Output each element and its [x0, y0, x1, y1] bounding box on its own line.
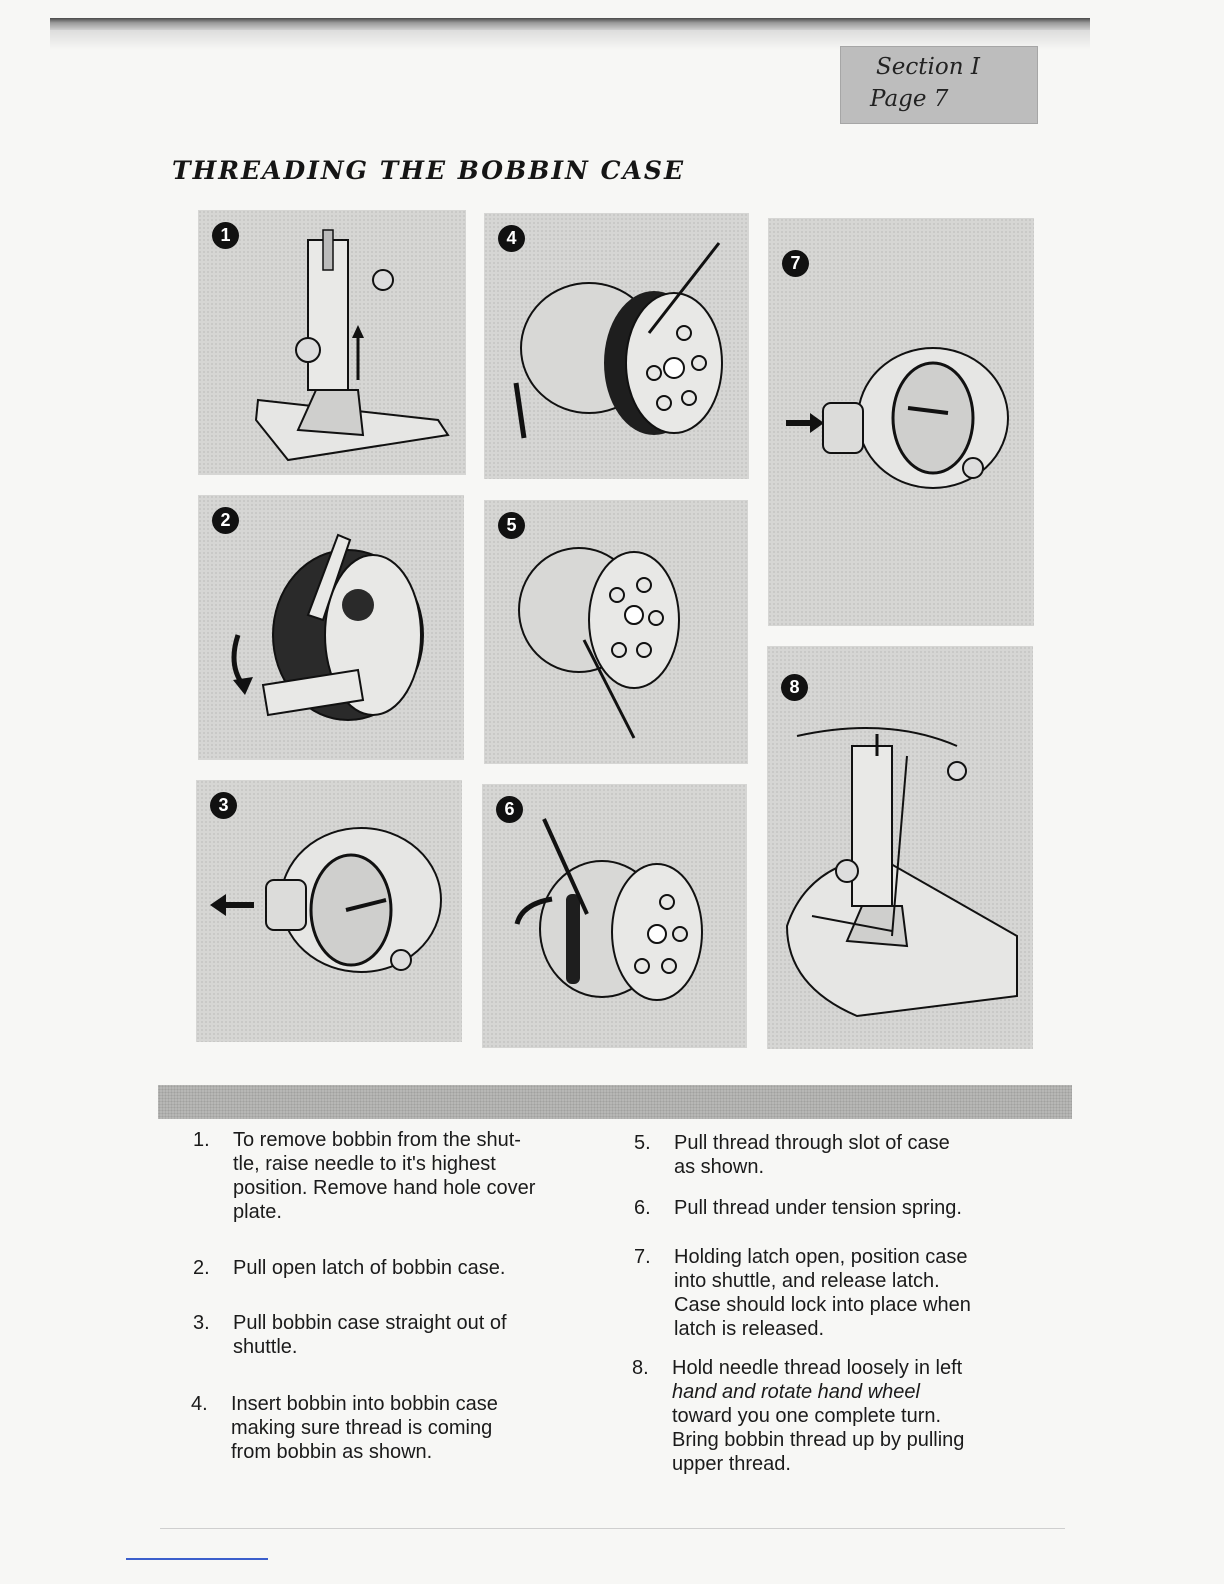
bobbin-case-latch-icon [198, 495, 464, 760]
step-6-line-1: Pull thread under tension spring. [674, 1197, 962, 1219]
insert-bobbin-icon [484, 213, 749, 479]
step-1-line-1: To remove bobbin from the shut- [233, 1129, 521, 1151]
figure-6-panel [482, 784, 747, 1048]
step-3-line-2: shuttle. [233, 1336, 298, 1358]
page-title: THREADING THE BOBBIN CASE [172, 156, 686, 185]
step-1-line-4: plate. [233, 1201, 282, 1223]
tension-spring-icon [482, 784, 747, 1048]
section-label: Section I [876, 54, 980, 80]
figure-4-number: 4 [498, 225, 525, 252]
figure-2-panel [198, 495, 464, 760]
step-7-line-1: Holding latch open, position case [674, 1246, 968, 1268]
step-6-number: 6. [634, 1197, 651, 1219]
blue-underline [126, 1558, 268, 1560]
step-5-line-2: as shown. [674, 1156, 765, 1178]
figure-7-number: 7 [782, 250, 809, 277]
page-label: Page 7 [870, 86, 949, 112]
step-4-line-3: from bobbin as shown. [231, 1441, 433, 1463]
step-2-line-1: Pull open latch of bobbin case. [233, 1257, 506, 1279]
figure-1-panel [198, 210, 466, 475]
figure-1-number: 1 [212, 222, 239, 249]
figure-2-number: 2 [212, 507, 239, 534]
figure-4-panel [484, 213, 749, 479]
step-1-line-3: position. Remove hand hole cover [233, 1177, 536, 1199]
needle-thread-icon [767, 646, 1033, 1049]
step-7-line-4: latch is released. [674, 1318, 825, 1340]
step-5-line-1: Pull thread through slot of case [674, 1132, 950, 1154]
figure-8-panel [767, 646, 1033, 1049]
bottom-rule [160, 1528, 1065, 1529]
section-tab [840, 46, 1038, 124]
figure-6-number: 6 [496, 796, 523, 823]
step-8-line-3: toward you one complete turn. [672, 1405, 942, 1427]
step-3-number: 3. [193, 1312, 210, 1334]
step-1-line-2: tle, raise needle to it's highest [233, 1153, 496, 1175]
step-7-line-3: Case should lock into place when [674, 1294, 971, 1316]
step-7-line-2: into shuttle, and release latch. [674, 1270, 940, 1292]
step-5-number: 5. [634, 1132, 651, 1154]
figure-3-number: 3 [210, 792, 237, 819]
divider-band [158, 1085, 1072, 1119]
presser-foot-icon [198, 210, 466, 475]
thread-slot-icon [484, 500, 748, 764]
step-8-line-1: Hold needle thread loosely in left [672, 1357, 963, 1379]
step-8-line-4: Bring bobbin thread up by pulling [672, 1429, 965, 1451]
step-8-line-5: upper thread. [672, 1453, 791, 1475]
step-8-number: 8. [632, 1357, 649, 1379]
step-7-number: 7. [634, 1246, 651, 1268]
figure-5-number: 5 [498, 512, 525, 539]
figure-7-panel [768, 218, 1034, 626]
insert-case-shuttle-icon [768, 218, 1034, 626]
figure-5-panel [484, 500, 748, 764]
figure-3-panel [196, 780, 462, 1042]
top-rule [50, 18, 1090, 30]
figure-8-number: 8 [781, 674, 808, 701]
step-4-line-2: making sure thread is coming [231, 1417, 493, 1439]
step-8-line-2: hand and rotate hand wheel [672, 1381, 920, 1403]
step-3-line-1: Pull bobbin case straight out of [233, 1312, 507, 1334]
shuttle-remove-icon [196, 780, 462, 1042]
step-4-number: 4. [191, 1393, 208, 1415]
step-2-number: 2. [193, 1257, 210, 1279]
step-1-number: 1. [193, 1129, 210, 1151]
step-4-line-1: Insert bobbin into bobbin case [231, 1393, 498, 1415]
